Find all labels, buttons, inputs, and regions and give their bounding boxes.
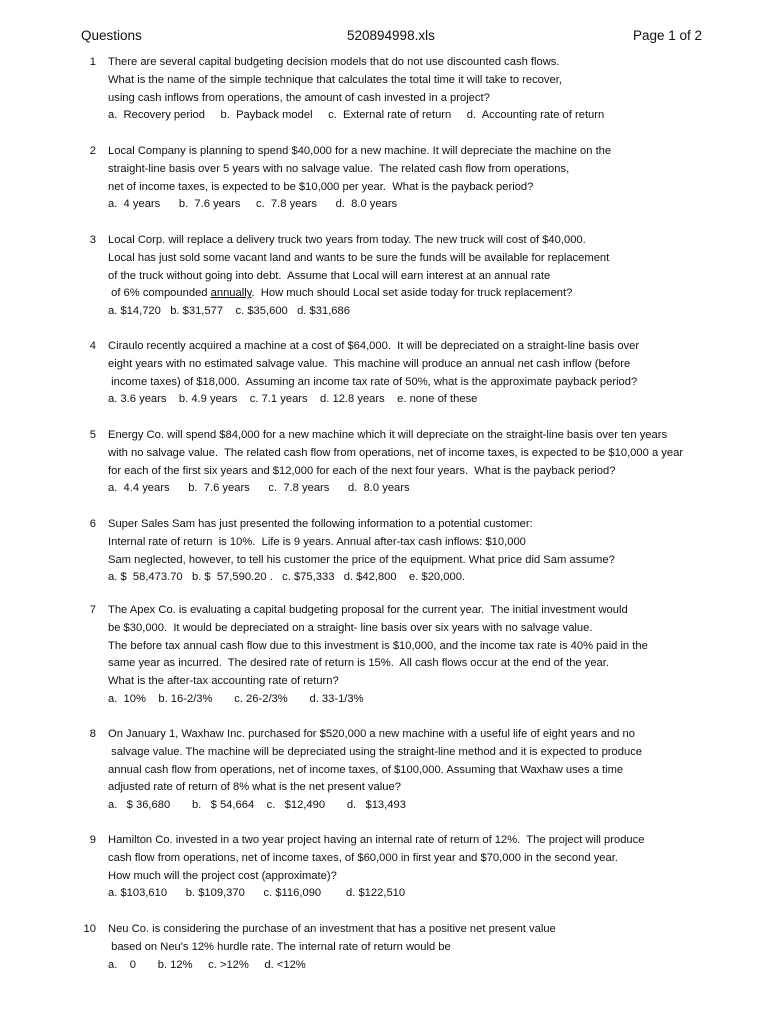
question-text-line: with no salvage value. The related cash flow from operations, net of income taxes, is expected to be $10,000 a year (108, 446, 684, 459)
question-text-line: Ciraulo recently acquired a machine at a cost of $64,000. It will be depreciated on a straight-line basis over (108, 340, 640, 352)
question-text-line: Energy Co. will spend $84,000 for a new machine which it will depreciate on the straight-line basis over ten years (108, 429, 668, 441)
answer-choices: a. Recovery period b. Payback model c. External rate of return d. Accounting rate of return (108, 109, 605, 122)
question-text-line: Super Sales Sam has just presented the following information to a potential customer: (108, 518, 533, 530)
question-text-line: be $30,000. It would be depreciated on a straight- line basis over six years with no salvage value. (108, 621, 593, 634)
question-text-line: Internal rate of return is 10%. Life is 9 years. Annual after-tax cash inflows: $10,000 (108, 535, 526, 548)
question-text-line: straight-line basis over 5 years with no salvage value. The related cash flow from operations, (108, 162, 570, 175)
text-segment: of 6% compounded (108, 287, 211, 300)
question-text-line: The Apex Co. is evaluating a capital budgeting proposal for the current year. The initial investment would (108, 604, 628, 616)
question-text-line: How much will the project cost (approximate)? (108, 869, 337, 882)
question-text-line: salvage value. The machine will be depreciated using the straight-line method and it is expected to produce (108, 745, 643, 758)
answer-choices: a. $ 58,473.70 b. $ 57,590.20 . c. $75,333 d. $42,800 e. $20,000. (108, 571, 466, 584)
answer-choices: a. 4.4 years b. 7.6 years c. 7.8 years d. 8.0 years (108, 482, 410, 495)
question-text-line: of the truck without going into debt. Assume that Local will earn interest at an annual rate (108, 269, 551, 282)
question-text-line: using cash inflows from operations, the amount of cash invested in a project? (108, 91, 490, 104)
question-text-line: On January 1, Waxhaw Inc. purchased for $520,000 a new machine with a useful life of eight years and no (108, 728, 635, 740)
question-text-line: Sam neglected, however, to tell his customer the price of the equipment. What price did Sam assume? (108, 553, 615, 566)
question-text-line: cash flow from operations, net of income taxes, of $60,000 in first year and $70,000 in the second year. (108, 851, 618, 864)
question-text-line: The before tax annual cash flow due to this investment is $10,000, and the income tax rate is 40% paid in the (108, 639, 648, 652)
header-title: Questions (81, 28, 142, 43)
question-text-line: for each of the first six years and $12,000 for each of the next four years. What is the payback period? (108, 464, 616, 477)
question-text-line: Neu Co. is considering the purchase of an investment that has a positive net present value (108, 923, 556, 935)
answer-choices: a. 4 years b. 7.6 years c. 7.8 years d. 8.0 years (108, 198, 398, 211)
answer-choices: a. 10% b. 16-2/3% c. 26-2/3% d. 33-1/3% (108, 693, 364, 705)
question-number: 5 (89, 429, 96, 441)
header-page-number: Page 1 of 2 (632, 28, 702, 43)
question-number: 7 (89, 604, 96, 616)
question-text-line: eight years with no estimated salvage value. This machine will produce an annual net cash inflow (before (108, 357, 631, 370)
question-number: 1 (89, 56, 96, 68)
text-segment: . How much should Local set aside today for truck replacement? (251, 287, 573, 300)
question-text-line (108, 285, 572, 303)
question-text-line: What is the name of the simple technique that calculates the total time it will take to recover, (108, 73, 562, 86)
question-number: 9 (89, 834, 96, 846)
question-text-line: annual cash flow from operations, net of income taxes, of $100,000. Assuming that Waxhaw uses a time (108, 763, 624, 776)
answer-choices: a. $ 36,680 b. $ 54,664 c. $12,490 d. $13,493 (108, 799, 406, 812)
question-number: 8 (89, 728, 96, 740)
question-text-line: There are several capital budgeting decision models that do not use discounted cash flows. (108, 56, 560, 68)
question-text-line: adjusted rate of return of 8% what is the net present value? (108, 781, 401, 794)
question-number: 2 (89, 145, 96, 157)
answer-choices: a. $103,610 b. $109,370 c. $116,090 d. $122,510 (108, 887, 406, 900)
question-text-line: Local Corp. will replace a delivery truck two years from today. The new truck will cost of $40,000. (108, 234, 586, 246)
answer-choices: a. 3.6 years b. 4.9 years c. 7.1 years d. 12.8 years e. none of these (108, 393, 478, 406)
question-text-line: What is the after-tax accounting rate of return? (108, 675, 339, 688)
question-text-line: based on Neu's 12% hurdle rate. The internal rate of return would be (108, 940, 451, 953)
question-text-line: Local has just sold some vacant land and wants to be sure the funds will be available for replacement (108, 251, 610, 264)
question-number: 6 (89, 518, 96, 530)
underlined-word: annually (210, 287, 252, 300)
question-text-line: same year as incurred. The desired rate of return is 15%. All cash flows occur at the end of the year. (108, 657, 609, 670)
question-number: 3 (89, 234, 96, 246)
question-text-line: Local Company is planning to spend $40,000 for a new machine. It will depreciate the machine on the (108, 145, 612, 157)
question-number: 4 (89, 340, 96, 352)
answer-choices: a. $14,720 b. $31,577 c. $35,600 d. $31,686 (108, 305, 350, 318)
answer-choices: a. 0 b. 12% c. >12% d. <12% (108, 958, 306, 971)
page-header (0, 26, 768, 46)
question-text-line: net of income taxes, is expected to be $10,000 per year. What is the payback period? (108, 180, 534, 193)
header-filename: 520894998.xls (347, 28, 435, 43)
question-text-line: income taxes) of $18,000. Assuming an income tax rate of 50%, what is the approximate payback period? (108, 375, 638, 388)
question-text-line: Hamilton Co. invested in a two year project having an internal rate of return of 12%. The project will produce (108, 834, 645, 846)
question-number: 10 (83, 923, 96, 935)
